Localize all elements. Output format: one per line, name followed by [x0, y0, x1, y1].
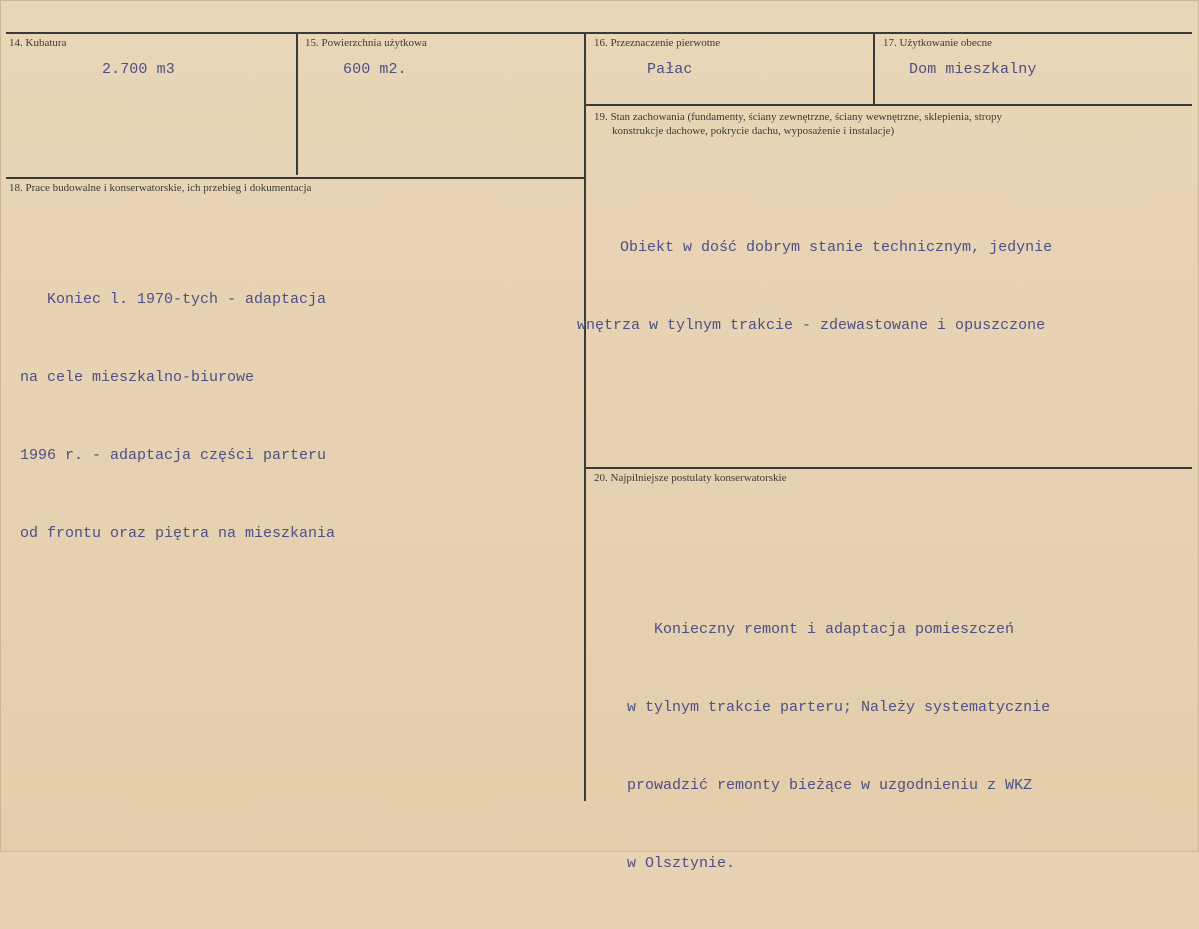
- field-19-line: wnętrza w tylnym trakcie - zdewastowane i opuszczone: [577, 317, 1046, 334]
- field-18-label: 18. Prace budowalne i konserwatorskie, ich przebieg i dokumentacja: [9, 182, 312, 194]
- field-14-label: 14. Kubatura: [9, 37, 67, 49]
- top-rule: [6, 32, 1192, 34]
- field-18-line: Koniec l. 1970-tych - adaptacja: [20, 291, 327, 308]
- rule-above-20: [585, 467, 1192, 469]
- field-19-label: 19. Stan zachowania (fundamenty, ściany zewnętrzne, ściany wewnętrzne, sklepienia, stropy: [594, 111, 1002, 123]
- field-16-label: 16. Przeznaczenie pierwotne: [594, 37, 721, 49]
- field-16-value: Pałac: [647, 61, 693, 78]
- rule-under-14-15: [6, 177, 584, 179]
- field-20-line: w tylnym trakcie parteru; Należy systematycznie: [627, 699, 1051, 716]
- field-17-label: 17. Użytkowanie obecne: [883, 37, 993, 49]
- field-18-line: 1996 r. - adaptacja części parteru: [20, 447, 327, 464]
- field-20-text: [627, 565, 1050, 929]
- field-15-value: 600 m2.: [343, 61, 407, 78]
- field-18-line: od frontu oraz piętra na mieszkania: [20, 525, 336, 542]
- field-19-label-continued: konstrukcje dachowe, pokrycie dachu, wyposażenie i instalacje): [612, 125, 895, 137]
- field-19-line: Obiekt w dość dobrym stanie technicznym, jedynie: [584, 239, 1053, 256]
- field-20-line: Konieczny remont i adaptacja pomieszczeń: [627, 621, 1015, 638]
- field-15-label: 15. Powierzchnia użytkowa: [305, 37, 427, 49]
- divider-16-17: [873, 33, 875, 105]
- field-14-value: 2.700 m3: [102, 61, 175, 78]
- field-20-line: prowadzić remonty bieżące w uzgodnieniu z WKZ: [627, 777, 1033, 794]
- field-17-value: Dom mieszkalny: [909, 61, 1037, 78]
- field-18-line: na cele mieszkalno-biurowe: [20, 369, 255, 386]
- center-divider: [584, 33, 586, 801]
- divider-14-15: [296, 33, 298, 175]
- field-20-line: w Olsztynie.: [627, 855, 736, 872]
- field-19-text: [577, 183, 1053, 391]
- field-18-text: [20, 235, 335, 599]
- field-20-label: 20. Najpilniejsze postulaty konserwatorskie: [594, 472, 787, 484]
- rule-under-16-17: [585, 104, 1192, 106]
